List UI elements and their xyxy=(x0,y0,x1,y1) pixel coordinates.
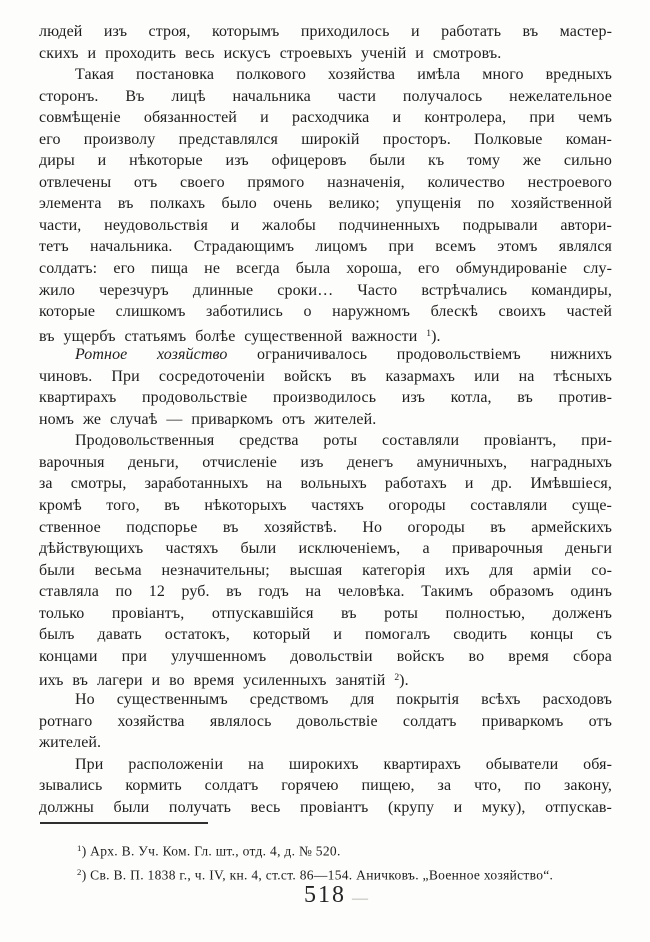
text-line xyxy=(39,215,612,237)
text-segment: диры и нѣкоторые изъ офицеровъ были къ тому же сильно xyxy=(39,152,612,170)
text-line xyxy=(39,667,612,689)
text-line xyxy=(39,258,612,280)
text-line xyxy=(39,495,612,517)
text-segment: только провіантъ, отпускавшійся въ роты полностью, долженъ xyxy=(39,604,612,622)
text-line xyxy=(39,107,612,129)
text-line xyxy=(39,430,612,452)
italic-text: Ротное хозяйство xyxy=(75,346,228,364)
text-line xyxy=(39,129,612,151)
text-line xyxy=(39,775,612,797)
footnote-marker: 1 xyxy=(77,843,82,853)
text-segment: ственное подспорье въ хозяйствѣ. Но огороды въ армейскихъ xyxy=(39,518,612,536)
text-segment: кромѣ того, въ нѣкоторыхъ частяхъ огороды составляли суще- xyxy=(39,497,612,515)
text-segment: тетъ начальника. Страдающимъ лицомъ при всемъ этомъ являлся xyxy=(39,238,612,256)
text-segment: ротнаго хозяйства являлось довольствіе солдатъ приваркомъ отъ xyxy=(39,712,612,730)
text-line xyxy=(39,193,612,215)
text-line xyxy=(39,344,612,366)
text-segment: людей изъ строя, которымъ приходилось и работать въ мастер- xyxy=(39,23,612,40)
text-line xyxy=(39,473,612,495)
text-line xyxy=(39,280,612,302)
text-line xyxy=(39,754,612,776)
text-segment: ). xyxy=(431,327,441,345)
text-line xyxy=(39,323,612,345)
text-line xyxy=(39,624,612,646)
text-segment: ограничивалось продовольствіемъ нижнихъ xyxy=(227,346,613,364)
text-segment: которые слишкомъ заботились о наружномъ блескѣ своихъ частей xyxy=(39,303,612,321)
footnote-line xyxy=(77,838,622,862)
text-line xyxy=(39,409,612,431)
footnote-reference: 1 xyxy=(426,327,432,339)
text-segment: варочныя деньги, отчисленіе изъ денегъ амуничныхъ, наградныхъ xyxy=(39,453,612,471)
text-segment: должны были получать весь провіантъ (крупу и муку), отпускав- xyxy=(39,798,612,816)
text-segment: номъ же случаѣ — приваркомъ отъ жителей. xyxy=(39,410,377,428)
scan-artifact-dash: — xyxy=(352,890,366,907)
text-segment: ставляла по 12 руб. въ годъ на человѣка. Такимъ образомъ одинъ xyxy=(39,583,612,601)
text-line xyxy=(39,150,612,172)
footnote-text: ) Св. В. П. 1838 г., ч. IV, кн. 4, ст.ст. 86—154. Аничковъ. „Военное хозяйство“. xyxy=(81,867,554,883)
footnote-marker: 2 xyxy=(77,866,82,877)
text-line xyxy=(39,452,612,474)
text-segment: жителей. xyxy=(39,734,102,752)
text-segment: концами при улучшенномъ довольствіи войскъ во время сбора xyxy=(39,647,612,665)
text-line xyxy=(39,517,612,539)
text-segment: въ ущербъ статьямъ болѣе существенной важности xyxy=(39,327,427,345)
text-line xyxy=(39,711,612,733)
text-line xyxy=(39,86,612,108)
page-number-row xyxy=(0,882,650,909)
text-line xyxy=(39,538,612,560)
text-line xyxy=(39,21,612,43)
text-segment: Продовольственныя средства роты составляли провіантъ, при- xyxy=(75,432,612,450)
text-line xyxy=(39,301,612,323)
text-line xyxy=(39,236,612,258)
text-segment: жило черезчуръ длинные сроки… Часто встрѣчались командиры, xyxy=(39,281,612,299)
body-text xyxy=(39,21,612,818)
text-line xyxy=(39,797,612,819)
text-segment: При расположеніи на широкихъ квартирахъ обыватели обя- xyxy=(75,755,612,773)
text-segment: квартирахъ продовольствіе производилось изъ котла, въ против- xyxy=(39,389,612,407)
text-line xyxy=(39,387,612,409)
page-number: 518 xyxy=(304,882,346,908)
footnote-reference: 2 xyxy=(394,672,400,684)
text-segment: Но существеннымъ средствомъ для покрытія всѣхъ расходовъ xyxy=(75,690,612,708)
text-segment: части, неудовольствія и жалобы подчиненныхъ подрывали автори- xyxy=(39,216,612,234)
text-line xyxy=(39,646,612,668)
text-segment: сторонъ. Въ лицѣ начальника части получалось нежелательное xyxy=(39,87,612,105)
text-segment: совмѣщеніе обязанностей и расходчика и контролера, при чемъ xyxy=(39,109,612,127)
text-segment: зывались кормить солдатъ горячею пищею, за что, по закону, xyxy=(39,777,612,795)
text-segment: чиновъ. При сосредоточеніи войскъ въ казармахъ или на тѣсныхъ xyxy=(39,367,612,385)
footnote-text: ) Арх. В. Уч. Ком. Гл. шт., отд. 4, д. № 520. xyxy=(81,843,341,859)
text-segment: дѣйствующихъ частяхъ были исключеніемъ, а приварочныя деньги xyxy=(39,540,612,558)
text-segment: ). xyxy=(399,672,409,690)
text-line xyxy=(39,732,612,754)
footnotes xyxy=(77,838,622,886)
text-line xyxy=(39,603,612,625)
text-segment: элемента въ полкахъ было очень велико; упущенія по хозяйственной xyxy=(39,195,612,213)
footnote-separator-rule xyxy=(40,822,208,824)
text-segment: солдатъ: его пища не всегда была хороша, его обмундированіе слу- xyxy=(39,260,612,278)
text-segment: ихъ въ лагери и во время усиленныхъ занятій xyxy=(39,672,395,690)
text-line xyxy=(39,43,612,65)
text-segment: были весьма незначительны; высшая категорія ихъ для арміи со- xyxy=(39,561,612,579)
text-segment: его произволу представлялся широкій просторъ. Полковые коман- xyxy=(39,130,612,148)
text-segment: за смотры, заработанныхъ на вольныхъ работахъ и др. Имѣвшіеся, xyxy=(39,475,612,493)
text-line xyxy=(39,366,612,388)
text-line xyxy=(39,64,612,86)
text-segment: Такая постановка полкового хозяйства имѣла много вредныхъ xyxy=(75,66,612,84)
text-line xyxy=(39,581,612,603)
text-line xyxy=(39,560,612,582)
text-line xyxy=(39,689,612,711)
text-line xyxy=(39,172,612,194)
text-segment: былъ давать остатокъ, который и помогалъ сводить концы съ xyxy=(39,626,612,644)
text-segment: скихъ и проходить весь искусъ строевыхъ ученій и смотровъ. xyxy=(39,44,502,62)
text-segment: отвлечены отъ своего прямого назначенія, количество нестроевого xyxy=(39,173,612,191)
